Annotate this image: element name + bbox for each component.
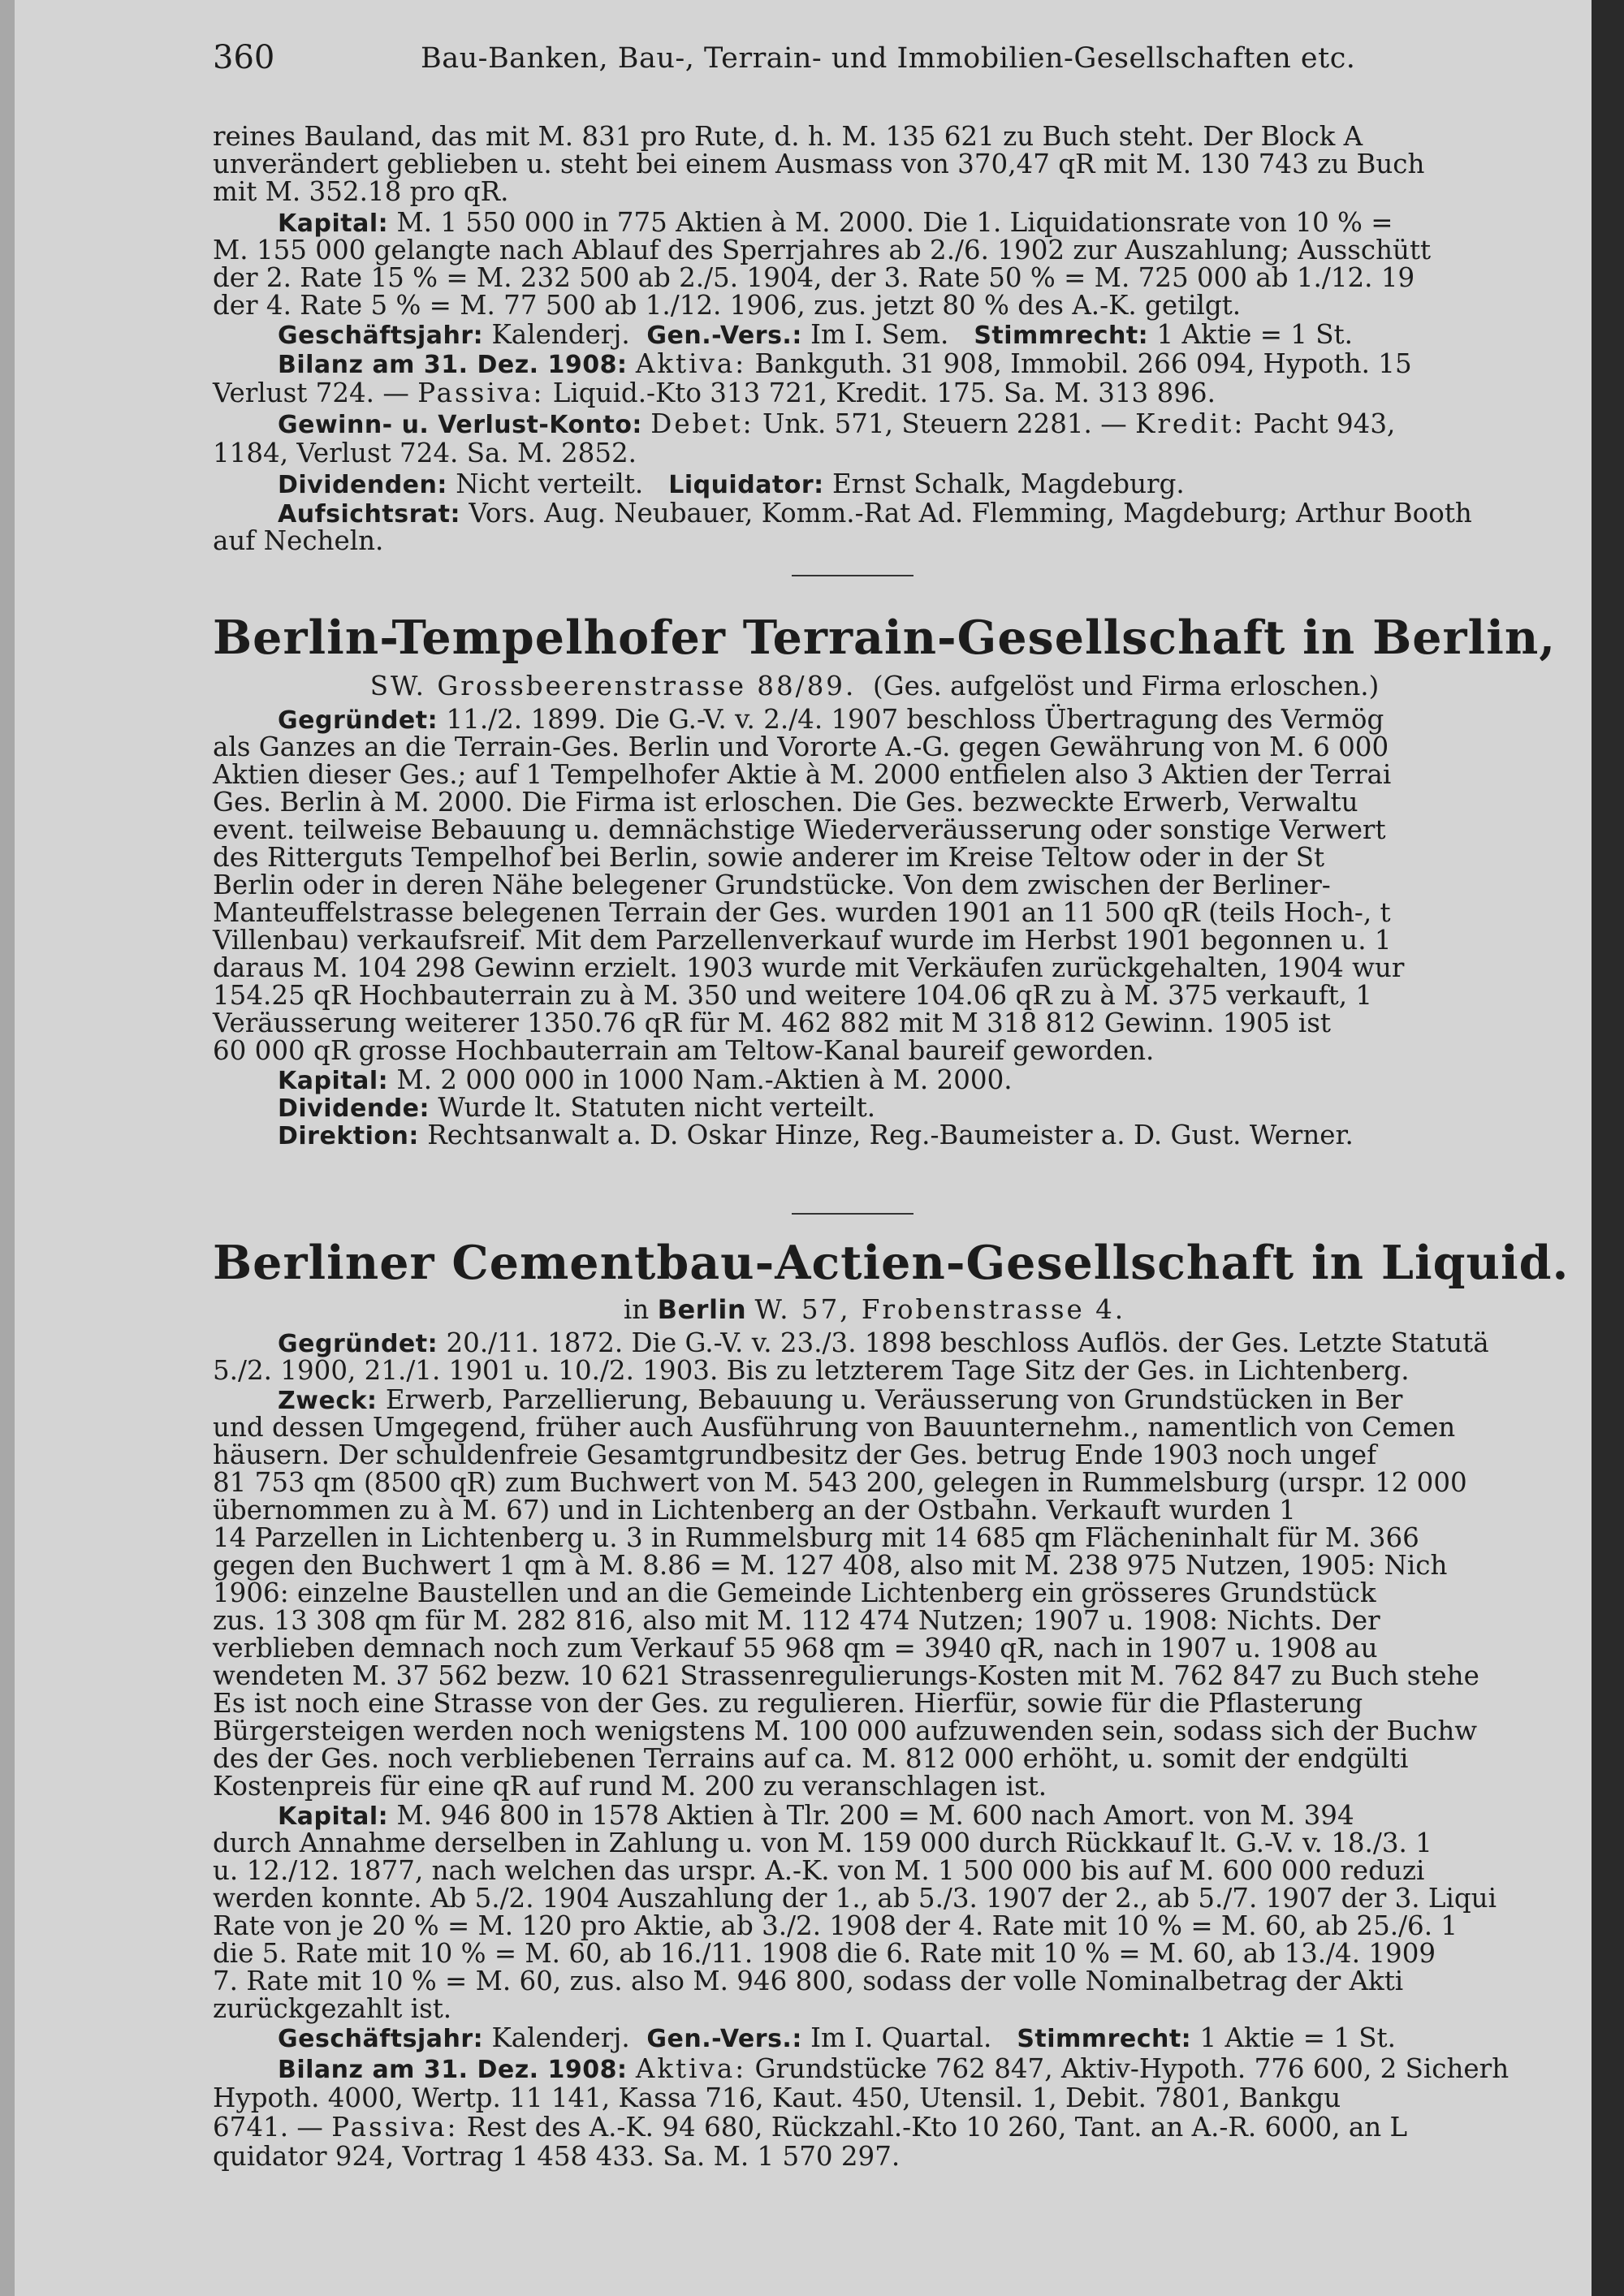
entry2-bilanz-line: Hypoth. 4000, Wertp. 11 141, Kassa 716, Kaut. 450, Utensil. 1, Debit. 7801, Bankgu [213,2082,1341,2113]
geschaeftsjahr-value: Kalenderj. [491,2022,630,2053]
aufsichtsrat-text: Vors. Aug. Neubauer, Komm.-Rat Ad. Flemming, Magdeburg; Arthur Booth [469,498,1472,529]
prev-meta-line [213,320,1536,351]
debet-label: Debet: [650,408,754,439]
zweck-text: Erwerb, Parzellierung, Bebauung u. Veräusserung von Grundstücken in Ber [385,1384,1403,1415]
entry2-zweck-line: gegen den Buchwert 1 qm à M. 8.86 = M. 127 408, also mit M. 238 975 Nutzen, 1905: Nich [213,1550,1448,1581]
entry2-zweck-line: wendeten M. 37 562 bezw. 10 621 Strassenregulierungs-Kosten mit M. 762 847 zu Buch stehe [213,1660,1479,1691]
geschaeftsjahr-value: Kalenderj. [491,319,630,350]
liquidator-value: Ernst Schalk, Magdeburg. [832,468,1185,499]
entry2-zweck-line: 81 753 qm (8500 qR) zum Buchwert von M. 543 200, gelegen in Rummelsburg (urspr. 12 000 [213,1467,1467,1498]
aktiva-label: Aktiva: [635,348,747,379]
entry2-zweck-line: 1906: einzelne Baustellen und an die Gemeinde Lichtenberg ein grösseres Grundstück [213,1577,1376,1608]
prev-aufsichtsrat-line [213,498,1536,529]
bilanz-text: Verlust 724. — [213,378,409,408]
address-note: (Ges. aufgelöst und Firma erloschen.) [872,671,1380,701]
kapital-label: Kapital: [278,1802,389,1831]
kapital-text: M. 2 000 000 in 1000 Nam.-Aktien à M. 2000. [396,1064,1013,1095]
section-divider [792,1213,914,1215]
entry1-body-line: daraus M. 104 298 Gewinn erzielt. 1903 wurde mit Verkäufen zurückgehalten, 1904 wur [213,952,1405,983]
stimmrecht-value: 1 Aktie = 1 St. [1156,319,1353,350]
entry2-zweck-line: zus. 13 308 qm für M. 282 816, also mit M. 112 474 Nutzen; 1907 u. 1908: Nichts. Der [213,1605,1380,1636]
genvers-value: Im I. Quartal. [810,2022,992,2053]
body-text: 11./2. 1899. Die G.-V. v. 2./4. 1907 beschloss Übertragung des Vermög [446,704,1384,735]
bilanz-text: Rest des A.-K. 94 680, Rückzahl.-Kto 10 260, Tant. an A.-R. 6000, an L [466,2112,1408,2143]
entry1-body-line: Ges. Berlin à M. 2000. Die Firma ist erloschen. Die Ges. bezweckte Erwerb, Verwaltu [213,787,1358,818]
prev-aufsichtsrat-line: auf Necheln. [213,525,384,556]
entry1-body-line: als Ganzes an die Terrain-Ges. Berlin und Vororte A.-G. gegen Gewährung von M. 6 000 [213,732,1389,762]
entry1-body-line: 60 000 qR grosse Hochbauterrain am Teltow-Kanal baureif geworden. [213,1035,1155,1066]
address-text: SW. Grossbeerenstrasse 88/89. [369,671,857,701]
entry2-meta-line [213,2023,1536,2054]
entry1-body-line: Villenbau) verkaufsreif. Mit dem Parzellenverkauf wurde im Herbst 1901 begonnen u. 1 [213,925,1392,956]
entry1-body-line: des Ritterguts Tempelhof bei Berlin, sowie anderer im Kreise Teltow oder in der St [213,842,1325,873]
entry2-zweck-line: häusern. Der schuldenfreie Gesamtgrundbesitz der Ges. betrug Ende 1903 noch ungef [213,1439,1377,1470]
passiva-label: Passiva: [331,2112,459,2143]
aufsichtsrat-label: Aufsichtsrat: [278,500,460,529]
kapital-label: Kapital: [278,209,389,238]
bilanz-text: Liquid.-Kto 313 721, Kredit. 175. Sa. M. 313 896. [552,378,1216,408]
entry2-kapital-line: Rate von je 20 % = M. 120 pro Aktie, ab 3./2. 1908 der 4. Rate mit 10 % = M. 60, ab 25./6. 1 [213,1910,1458,1941]
genvers-label: Gen.-Vers.: [646,2025,802,2053]
stimmrecht-label: Stimmrecht: [1017,2025,1192,2053]
liquidator-label: Liquidator: [668,471,824,499]
page-left-edge [0,0,15,2296]
entry1-body-line: Veräusserung weiterer 1350.76 qR für M. 462 882 mit M 318 812 Gewinn. 1905 ist [213,1008,1331,1038]
bilanz-text: Grundstücke 762 847, Aktiv-Hypoth. 776 600, 2 Sicherh [754,2053,1510,2084]
entry1-direktion-line [213,1120,1536,1151]
gegruendet-label: Gegründet: [278,706,438,735]
guv-text: Pacht 943, [1253,408,1396,439]
prev-guv-line: 1184, Verlust 724. Sa. M. 2852. [213,438,637,468]
prev-entry-line: reines Bauland, das mit M. 831 pro Rute, d. h. M. 135 621 zu Buch steht. Der Block A [213,121,1363,152]
entry1-body-line: Aktien dieser Ges.; auf 1 Tempelhofer Aktie à M. 2000 entfielen also 3 Aktien der Terrai [213,759,1392,790]
entry1-body-line: Manteuffelstrasse belegenen Terrain der Ges. wurden 1901 an 11 500 qR (teils Hoch-, t [213,897,1391,928]
geschaeftsjahr-label: Geschäftsjahr: [278,322,484,350]
dividende-label: Dividende: [278,1094,430,1123]
stimmrecht-label: Stimmrecht: [974,322,1149,350]
prev-entry-line: unverändert geblieben u. steht bei einem Ausmass von 370,47 qR mit M. 130 743 zu Buch [213,149,1425,179]
direktion-value: Rechtsanwalt a. D. Oskar Hinze, Reg.-Baumeister a. D. Gust. Werner. [427,1120,1354,1150]
direktion-label: Direktion: [278,1122,419,1150]
entry2-kapital-line: 7. Rate mit 10 % = M. 60, zus. also M. 946 800, sodass der volle Nominalbetrag der Akti [213,1966,1404,1996]
prev-guv-line [213,409,1536,440]
kapital-text: M. 1 550 000 in 775 Aktien à M. 2000. Die 1. Liquidationsrate von 10 % = [396,207,1393,238]
prev-entry-line: mit M. 352.18 pro qR. [213,176,509,207]
entry1-body-line: 154.25 qR Hochbauterrain zu à M. 350 und weitere 104.06 qR zu à M. 375 verkauft, 1 [213,980,1373,1011]
entry2-kapital-line: zurückgezahlt ist. [213,1993,452,2024]
prev-kapital-line: der 2. Rate 15 % = M. 232 500 ab 2./5. 1904, der 3. Rate 50 % = M. 725 000 ab 1./12. 19 [213,262,1415,293]
zweck-label: Zweck: [278,1387,378,1415]
entry2-zweck-line: übernommen zu à M. 67) und in Lichtenberg an der Ostbahn. Verkauft wurden 1 [213,1495,1296,1526]
stimmrecht-value: 1 Aktie = 1 St. [1199,2022,1396,2053]
running-title: Bau-Banken, Bau-, Terrain- und Immobilien-Gesellschaften etc. [421,42,1356,75]
prev-kapital-line: M. 155 000 gelangte nach Ablauf des Sperrjahres ab 2./6. 1902 zur Auszahlung; Ausschütt [213,235,1432,265]
entry1-body-line: Berlin oder in deren Nähe belegener Grundstücke. Von dem zwischen der Berliner- [213,870,1331,900]
guv-label: Gewinn- u. Verlust-Konto: [278,411,642,439]
page-number: 360 [213,39,275,76]
entry-title: Berlin-Tempelhofer Terrain-Gesellschaft in Berlin, [213,611,1557,665]
geschaeftsjahr-label: Geschäftsjahr: [278,2025,484,2053]
kredit-label: Kredit: [1135,408,1246,439]
entry2-gegruendet-line: 5./2. 1900, 21./1. 1901 u. 10./2. 1903. Bis zu letzterem Tage Sitz der Ges. in Lichtenberg. [213,1355,1410,1386]
dividende-value: Wurde lt. Statuten nicht verteilt. [438,1092,876,1123]
prev-kapital-line: der 4. Rate 5 % = M. 77 500 ab 1./12. 1906, zus. jetzt 80 % des A.-K. getilgt. [213,290,1242,321]
entry1-body-line: event. teilweise Bebauung u. demnächstige Wiederveräusserung oder sonstige Verwert [213,814,1386,845]
prev-bilanz-line [213,349,1536,380]
entry-title: Berliner Cementbau-Actien-Gesellschaft in Liquid. [213,1236,1570,1290]
prev-bilanz-line [213,378,1536,408]
bilanz-label: Bilanz am 31. Dez. 1908: [278,351,628,379]
genvers-value: Im I. Sem. [810,319,949,350]
bilanz-text: Bankguth. 31 908, Immobil. 266 094, Hypoth. 15 [754,348,1412,379]
address-text: W. 57, Frobenstrasse 4. [754,1294,1126,1325]
entry2-kapital-line: die 5. Rate mit 10 % = M. 60, ab 16./11. 1908 die 6. Rate mit 10 % = M. 60, ab 13./4. 1909 [213,1938,1436,1969]
section-divider [792,575,914,576]
entry2-zweck-line: Bürgersteigen werden noch wenigstens M. 100 000 aufzuwenden sein, sodass sich der Buchw [213,1716,1478,1746]
kapital-label: Kapital: [278,1067,389,1095]
entry-address [213,671,1536,701]
entry-address [213,1294,1536,1325]
entry2-zweck-line: Kostenpreis für eine qR auf rund M. 200 zu veranschlagen ist. [213,1771,1047,1802]
body-text: 20./11. 1872. Die G.-V. v. 23./3. 1898 beschloss Auflös. der Ges. Letzte Statutä [446,1327,1489,1358]
bilanz-text: 6741. — [213,2112,323,2143]
entry2-zweck-line: 14 Parzellen in Lichtenberg u. 3 in Rummelsburg mit 14 685 qm Flächeninhalt für M. 366 [213,1522,1419,1553]
guv-text: Unk. 571, Steuern 2281. — [762,408,1127,439]
genvers-label: Gen.-Vers.: [646,322,802,350]
entry2-zweck-line: verblieben demnach noch zum Verkauf 55 968 qm = 3940 qR, nach in 1907 u. 1908 au [213,1633,1378,1664]
dividenden-label: Dividenden: [278,471,447,499]
entry2-kapital-line: u. 12./12. 1877, nach welchen das urspr. A.-K. von M. 1 500 000 bis auf M. 600 000 reduzi [213,1855,1425,1886]
dividenden-value: Nicht verteilt. [456,468,644,499]
passiva-label: Passiva: [417,378,545,408]
bilanz-label: Bilanz am 31. Dez. 1908: [278,2056,628,2084]
gegruendet-label: Gegründet: [278,1330,438,1358]
entry2-bilanz-line: quidator 924, Vortrag 1 458 433. Sa. M. 1 570 297. [213,2141,901,2172]
entry2-bilanz-line [213,2054,1536,2085]
entry2-zweck-line: des der Ges. noch verbliebenen Terrains auf ca. M. 812 000 erhöht, u. somit der endgülti [213,1743,1409,1774]
entry2-bilanz-line [213,2113,1536,2142]
address-prefix: in [623,1294,650,1325]
address-city: Berlin [657,1294,747,1325]
entry2-zweck-line: Es ist noch eine Strasse von der Ges. zu regulieren. Hierfür, sowie für die Pflasterung [213,1688,1363,1719]
aktiva-label: Aktiva: [635,2053,747,2084]
entry2-kapital-line: werden konnte. Ab 5./2. 1904 Auszahlung der 1., ab 5./3. 1907 der 2., ab 5./7. 1907 der 3. Liqui [213,1883,1497,1914]
entry2-zweck-line: und dessen Umgegend, früher auch Ausführung von Bauunternehm., namentlich von Cemen [213,1412,1456,1443]
page-right-edge [1592,0,1624,2296]
kapital-text: M. 946 800 in 1578 Aktien à Tlr. 200 = M. 600 nach Amort. von M. 394 [396,1800,1354,1831]
entry2-kapital-line: durch Annahme derselben in Zahlung u. von M. 159 000 durch Rückkauf lt. G.-V. v. 18./3. 1 [213,1828,1432,1858]
prev-dividenden-line [213,469,1536,500]
